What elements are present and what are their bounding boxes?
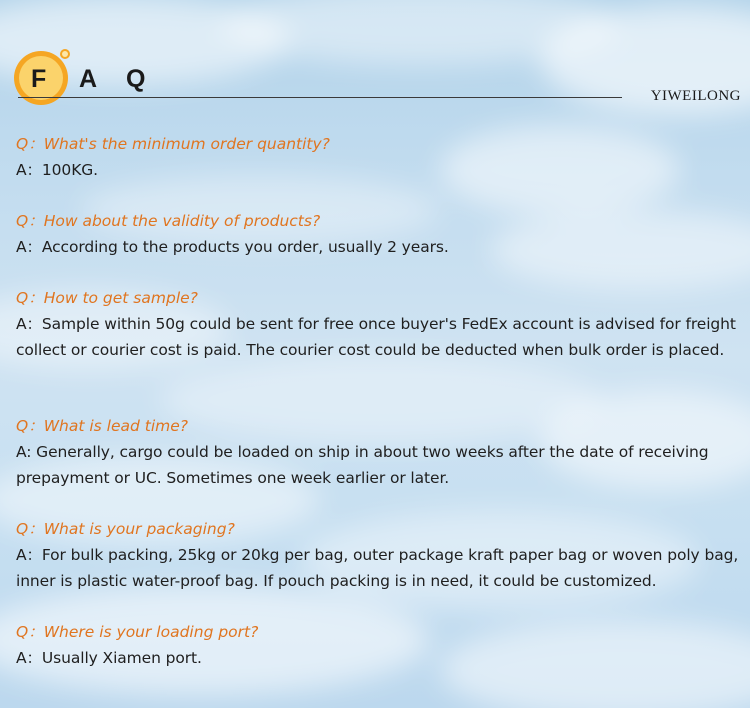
faq-item bbox=[16, 131, 740, 183]
header-letter-a: A bbox=[79, 65, 98, 93]
header-divider bbox=[18, 97, 622, 98]
faq-item bbox=[16, 413, 740, 491]
faq-answer: A: Generally, cargo could be loaded on ship in about two weeks after the date of receiving prepayment or UC. Sometimes one week earlier or later. bbox=[16, 443, 709, 487]
header-letter-q: Q bbox=[126, 65, 146, 93]
faq-answer: A：For bulk packing, 25kg or 20kg per bag, outer package kraft paper bag or woven poly bag, inner is plastic water-proof bag. If pouch packing is in need, it could be customized. bbox=[16, 546, 739, 590]
brand-name: YIWEILONG bbox=[650, 88, 741, 104]
faq-answer: A：Usually Xiamen port. bbox=[16, 649, 202, 667]
faq-question: Q：What is lead time? bbox=[16, 417, 189, 435]
faq-question: Q：What's the minimum order quantity? bbox=[16, 135, 330, 153]
faq-answer: A：100KG. bbox=[16, 161, 98, 179]
header-letter-f: F bbox=[31, 65, 47, 93]
faq-answer: A：Sample within 50g could be sent for free once buyer's FedEx account is advised for freight collect or courier cost is paid. The courier cost could be deducted when bulk order is placed. bbox=[16, 315, 736, 359]
faq-item bbox=[16, 619, 740, 671]
faq-question: Q：How to get sample? bbox=[16, 289, 198, 307]
faq-question: Q：Where is your loading port? bbox=[16, 623, 259, 641]
faq-item bbox=[16, 516, 740, 594]
faq-answer: A：According to the products you order, usually 2 years. bbox=[16, 238, 449, 256]
faq-item bbox=[16, 285, 740, 363]
faq-question: Q：What is your packaging? bbox=[16, 520, 235, 538]
faq-item bbox=[16, 208, 740, 260]
faq-question: Q：How about the validity of products? bbox=[16, 212, 321, 230]
